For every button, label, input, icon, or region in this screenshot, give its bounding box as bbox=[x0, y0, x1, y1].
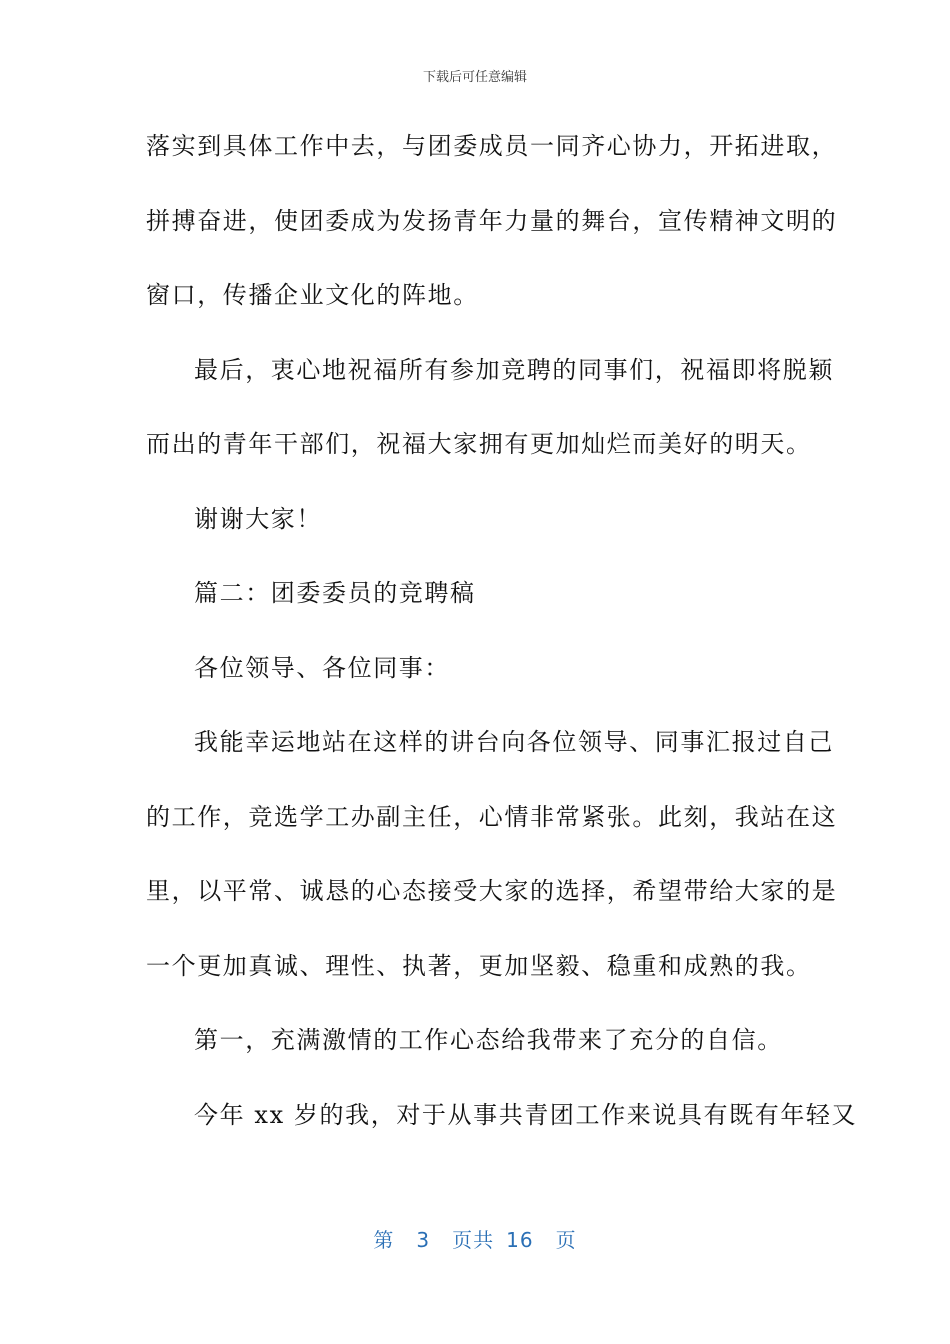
paragraph-line: 拼搏奋进，使团委成为发扬青年力量的舞台，宣传精神文明的 bbox=[146, 206, 838, 235]
paragraph-line: 窗口，传播企业文化的阵地。 bbox=[146, 281, 479, 309]
section-heading: 篇二：团委委员的竞聘稿 bbox=[194, 579, 476, 607]
footer-total-pages: 16 bbox=[506, 1228, 534, 1252]
paragraph-line: 一个更加真诚、理性、执著，更加坚毅、稳重和成熟的我。 bbox=[146, 951, 812, 980]
page-footer bbox=[0, 1224, 950, 1253]
paragraph-line: 最后，衷心地祝福所有参加竞聘的同事们，祝福即将脱颖 bbox=[194, 355, 834, 384]
paragraph-line: 谢谢大家！ bbox=[194, 504, 322, 533]
salutation: 各位领导、各位同事： bbox=[194, 653, 450, 682]
paragraph-line: 我能幸运地站在这样的讲台向各位领导、同事汇报过自己 bbox=[194, 728, 834, 756]
paragraph-line: 里，以平常、诚恳的心态接受大家的选择，希望带给大家的是 bbox=[146, 877, 838, 905]
paragraph-line: 的工作，竞选学工办副主任，心情非常紧张。此刻，我站在这 bbox=[146, 802, 838, 831]
paragraph-line: 而出的青年干部们，祝福大家拥有更加灿烂而美好的明天。 bbox=[146, 430, 812, 458]
footer-current-page: 3 bbox=[416, 1228, 431, 1252]
paragraph-line: 今年 xx 岁的我，对于从事共青团工作来说具有既有年轻又 bbox=[194, 1100, 858, 1129]
document-body bbox=[146, 126, 858, 1169]
footer-page-suffix: 页 bbox=[555, 1228, 577, 1252]
footer-middle: 页共 bbox=[452, 1228, 495, 1252]
paragraph-line: 落实到具体工作中去，与团委成员一同齐心协力，开拓进取， bbox=[146, 132, 838, 160]
footer-page-prefix: 第 bbox=[373, 1228, 395, 1252]
paragraph-line: 第一，充满激情的工作心态给我带来了充分的自信。 bbox=[194, 1026, 783, 1054]
page-header: 下载后可任意编辑 bbox=[422, 70, 527, 85]
